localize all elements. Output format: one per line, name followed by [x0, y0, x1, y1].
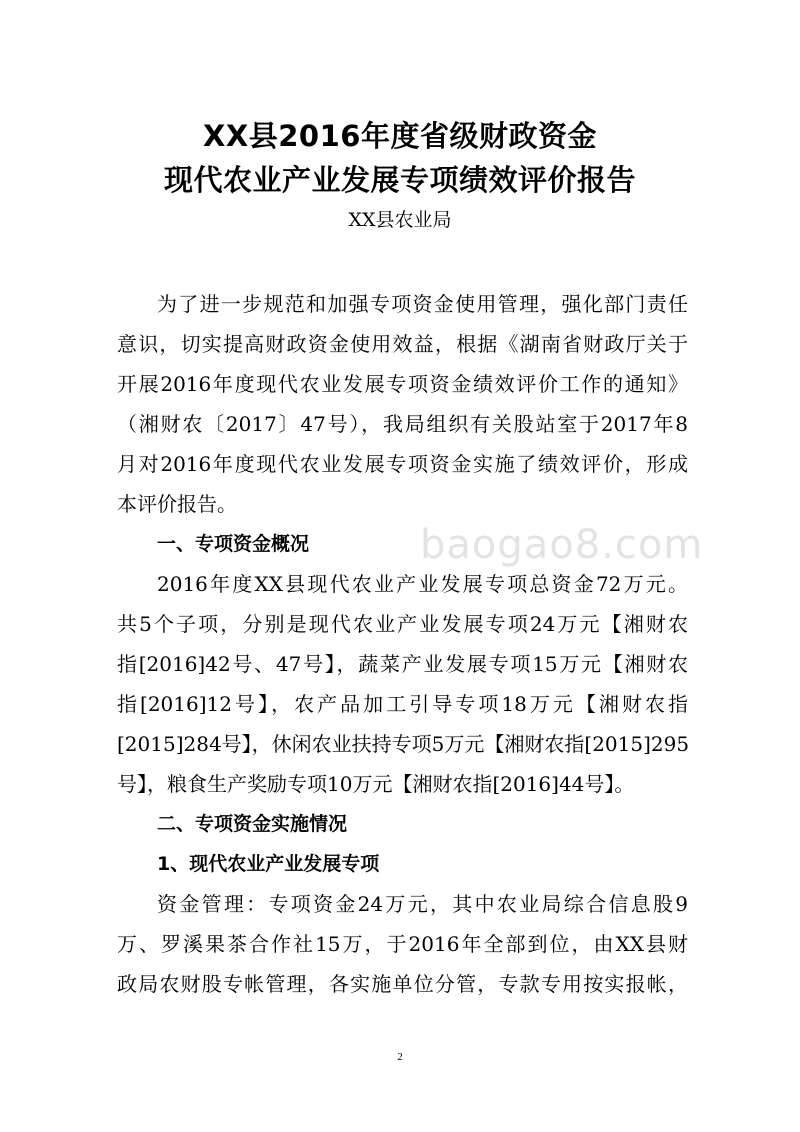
- paragraph-line: 政局农财股专帐管理，各实施单位分管，专款专用按实报帐，: [117, 972, 688, 996]
- watermark: baogao8.com: [420, 522, 704, 568]
- paragraph-line: 开展2016年度现代农业发展专项资金绩效评价工作的通知》: [117, 372, 688, 396]
- report-title-line-2: 现代农业产业发展专项绩效评价报告: [163, 163, 636, 197]
- paragraph-line: 万、罗溪果茶合作社15万，于2016年全部到位，由XX县财: [117, 932, 688, 956]
- paragraph-line: 月对2016年度现代农业发展专项资金实施了绩效评价，形成: [117, 452, 688, 476]
- report-author: XX县农业局: [348, 209, 452, 231]
- paragraph-line: 指[2016]42号、47号】，蔬菜产业发展专项15万元【湘财农: [117, 652, 688, 676]
- paragraph-line: （湘财农〔2017〕47号），我局组织有关股站室于2017年8: [117, 412, 688, 436]
- paragraph-line: 本评价报告。: [117, 492, 237, 516]
- report-title-line-1: XX县2016年度省级财政资金: [203, 119, 597, 153]
- section-heading: 二、专项资金实施情况: [157, 813, 348, 835]
- subsection-heading: 1、现代农业产业发展专项: [157, 853, 380, 875]
- paragraph-line: 2016年度XX县现代农业产业发展专项总资金72万元。: [157, 572, 688, 596]
- paragraph-line: 资金管理：专项资金24万元，其中农业局综合信息股9: [157, 892, 688, 916]
- paragraph-line: 号】，粮食生产奖励专项10万元【湘财农指[2016]44号】。: [117, 772, 635, 796]
- paragraph-line: 为了进一步规范和加强专项资金使用管理，强化部门责任: [157, 292, 688, 316]
- page-number: 2: [397, 1051, 403, 1063]
- section-heading: 一、专项资金概况: [157, 533, 310, 555]
- paragraph-line: [2015]284号】，休闲农业扶持专项5万元【湘财农指[2015]295: [117, 732, 690, 756]
- paragraph-line: 指[2016]12号】，农产品加工引导专项18万元【湘财农指: [117, 692, 688, 716]
- paragraph-line: 意识，切实提高财政资金使用效益，根据《湖南省财政厅关于: [117, 332, 688, 356]
- paragraph-line: 共5个子项，分别是现代农业产业发展专项24万元【湘财农: [117, 612, 688, 636]
